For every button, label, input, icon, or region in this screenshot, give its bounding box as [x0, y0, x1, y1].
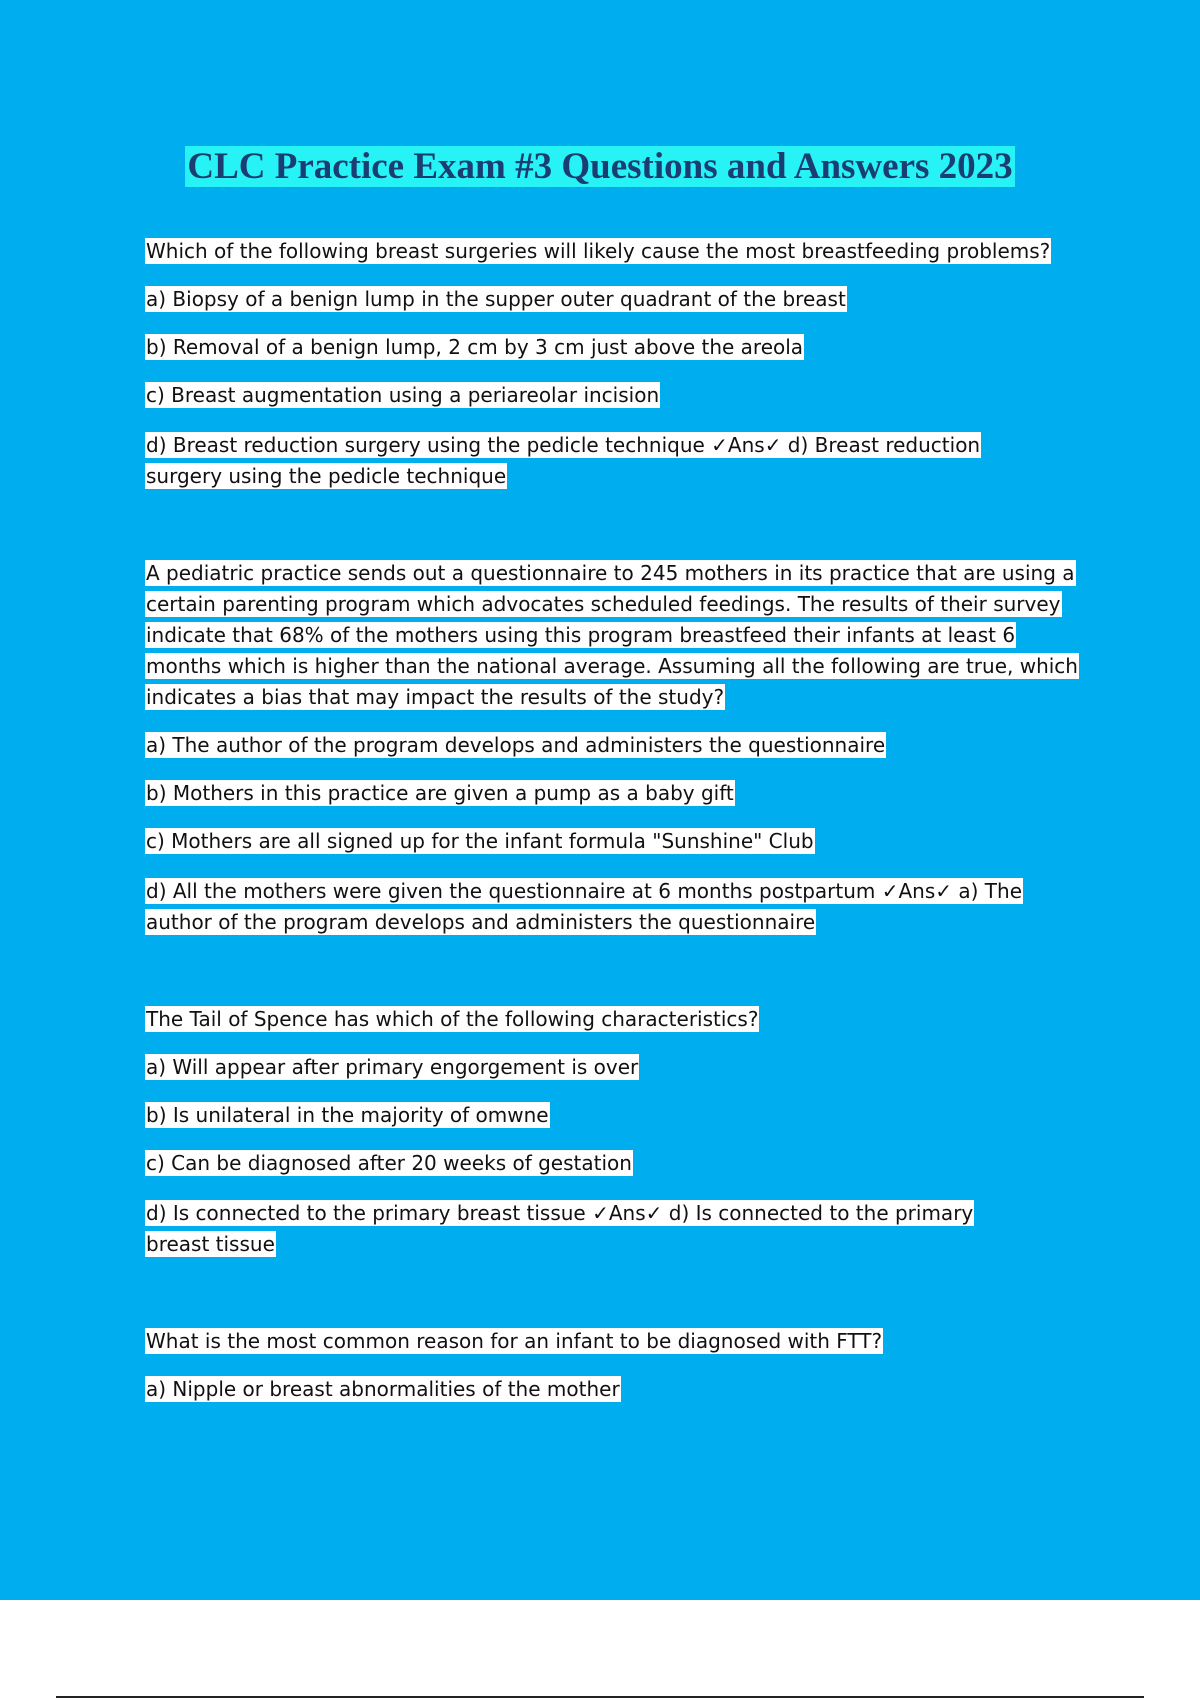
question-text: A pediatric practice sends out a questionnaire to 245 mothers in its practice that are using a certain parenting program which advocates scheduled feedings. The results of their survey indicate that 68% of the mothers using this program breastfeed their infants at least 6 months which is higher than the national average. Assuming all the following are true, which indicates a bias that may impact the results of the study?	[146, 561, 1078, 709]
answer-option: a) The author of the program develops and administers the questionnaire	[146, 733, 886, 757]
page-title	[0, 144, 1200, 190]
answer-option-with-key: d) All the mothers were given the questionnaire at 6 months postpartum ✓Ans✓ a) The author of the program develops and administers the questionnaire	[146, 879, 1022, 934]
answer-option: b) Removal of a benign lump, 2 cm by 3 cm just above the areola	[146, 335, 804, 359]
answer-option-with-key: d) Breast reduction surgery using the pedicle technique ✓Ans✓ d) Breast reduction surgery using the pedicle technique	[146, 433, 981, 488]
answer-option: c) Breast augmentation using a periareolar incision	[146, 383, 660, 407]
page-title-text: CLC Practice Exam #3 Questions and Answers 2023	[187, 146, 1013, 187]
question-block-1	[145, 236, 1085, 492]
answer-option: a) Will appear after primary engorgement is over	[146, 1055, 639, 1079]
question-block-3	[145, 1004, 1085, 1260]
answer-option: c) Can be diagnosed after 20 weeks of gestation	[146, 1151, 632, 1175]
answer-option-with-key: d) Is connected to the primary breast tissue ✓Ans✓ d) Is connected to the primary breast tissue	[146, 1201, 974, 1256]
question-block-2	[145, 558, 1085, 938]
question-text: The Tail of Spence has which of the following characteristics?	[146, 1007, 759, 1031]
answer-option: a) Nipple or breast abnormalities of the mother	[146, 1377, 620, 1401]
document-body	[145, 236, 1085, 1405]
footer-rule	[56, 1696, 1144, 1698]
question-text: What is the most common reason for an infant to be diagnosed with FTT?	[146, 1329, 883, 1353]
answer-option: b) Mothers in this practice are given a pump as a baby gift	[146, 781, 734, 805]
question-text: Which of the following breast surgeries will likely cause the most breastfeeding problems?	[146, 239, 1051, 263]
answer-option: c) Mothers are all signed up for the infant formula "Sunshine" Club	[146, 829, 814, 853]
question-block-4	[145, 1326, 1085, 1405]
answer-option: a) Biopsy of a benign lump in the supper outer quadrant of the breast	[146, 287, 846, 311]
answer-option: b) Is unilateral in the majority of omwne	[146, 1103, 549, 1127]
